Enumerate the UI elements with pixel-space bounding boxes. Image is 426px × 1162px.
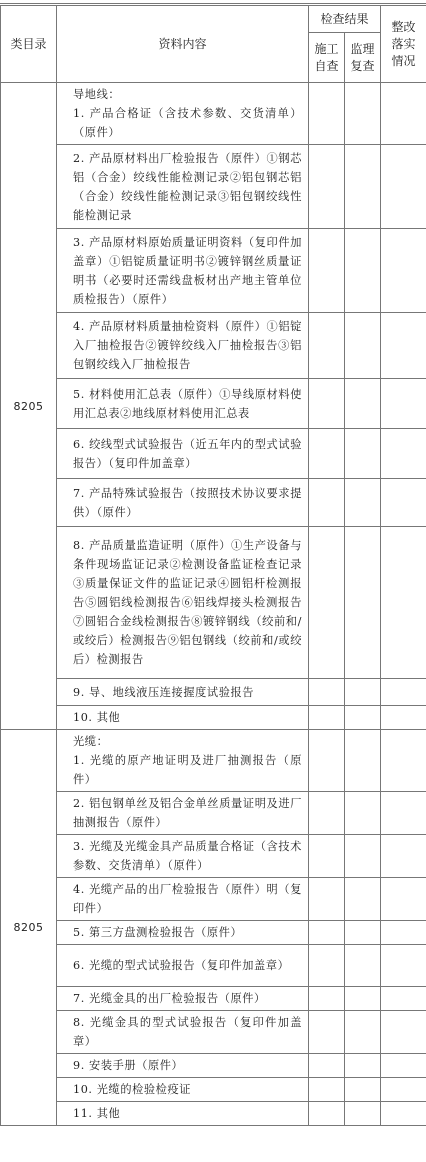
header-rectification: 整改落实情况 [381,6,426,83]
rectification-cell[interactable] [381,479,426,527]
item-content [57,1011,309,1054]
self-check-cell[interactable] [309,987,345,1011]
supervisor-check-cell[interactable] [345,706,381,730]
table-row [1,1102,426,1126]
item-text: 8. 光缆金具的型式试验报告（复印件加盖章） [73,1016,302,1048]
top-rule [0,3,426,4]
table-row [1,145,426,229]
rectification-cell[interactable] [381,527,426,679]
item-text: 4. 光缆产品的出厂检验报告（原件）明（复印件） [73,883,302,915]
item-text: 3. 产品原材料原始质量证明资料（复印件加盖章）①铝锭质量证明书②镀锌钢丝质量证明书（必要时还需线盘板材出产地主管单位质检报告）（原件） [73,235,302,306]
item-content [57,229,309,313]
item-content [57,1078,309,1102]
item-content [57,145,309,229]
table-row [1,83,426,145]
rectification-cell[interactable] [381,987,426,1011]
item-text: 2. 产品原材料出厂检验报告（原件）①钢芯铝（合金）绞线性能检测记录②铝包钢芯铝（合金）绞线性能检测记录③铝包钢绞线性能检测记录 [73,151,302,222]
item-content [57,945,309,987]
item-text: 11. 其他 [73,1107,121,1120]
table-row [1,730,426,792]
table-row [1,945,426,987]
supervisor-check-cell[interactable] [345,921,381,945]
self-check-cell[interactable] [309,921,345,945]
table-row [1,792,426,835]
item-content [57,730,309,792]
rectification-cell[interactable] [381,878,426,921]
item-text: 5. 材料使用汇总表（原件）①导线原材料使用汇总表②地线原材料使用汇总表 [73,387,302,420]
item-text: 7. 产品特殊试验报告（按照技术协议要求提供）（原件） [73,486,302,519]
rectification-cell[interactable] [381,679,426,706]
group-title: 导地线： [73,88,121,101]
item-content [57,1054,309,1078]
table-row [1,313,426,379]
rectification-cell[interactable] [381,835,426,878]
item-text: 6. 光缆的型式试验报告（复印件加盖章） [73,959,290,972]
self-check-cell[interactable] [309,835,345,878]
table-row [1,229,426,313]
supervisor-check-cell[interactable] [345,479,381,527]
rectification-cell[interactable] [381,1102,426,1126]
item-text: 3. 光缆及光缆金具产品质量合格证（含技术参数、交货清单）（原件） [73,840,302,872]
supervisor-check-cell[interactable] [345,835,381,878]
table-row [1,1054,426,1078]
rectification-cell[interactable] [381,145,426,229]
table-row [1,479,426,527]
item-content [57,706,309,730]
self-check-cell[interactable] [309,792,345,835]
self-check-cell[interactable] [309,379,345,429]
item-content [57,1102,309,1126]
item-content [57,429,309,479]
supervisor-check-cell[interactable] [345,1102,381,1126]
self-check-cell[interactable] [309,878,345,921]
item-text: 9. 安装手册（原件） [73,1059,184,1072]
self-check-cell[interactable] [309,945,345,987]
item-content [57,792,309,835]
item-text: 5. 第三方盘测检验报告（原件） [73,926,243,939]
supervisor-check-cell[interactable] [345,987,381,1011]
rectification-cell[interactable] [381,313,426,379]
header-self-check: 施工自查 [309,33,345,83]
item-content [57,987,309,1011]
supervisor-check-cell[interactable] [345,229,381,313]
self-check-cell[interactable] [309,145,345,229]
rectification-cell[interactable] [381,1054,426,1078]
table-row [1,527,426,679]
rectification-cell[interactable] [381,792,426,835]
self-check-cell[interactable] [309,706,345,730]
item-content [57,313,309,379]
table-row [1,921,426,945]
checklist-table [0,5,426,1126]
supervisor-check-cell[interactable] [345,145,381,229]
item-text: 4. 产品原材料质量抽检资料（原件）①铝锭入厂抽检报告②镀锌绞线入厂抽检报告③铝包钢绞线入厂抽检报告 [73,320,302,371]
self-check-cell[interactable] [309,229,345,313]
group-title: 光缆： [73,735,109,748]
header-content: 资料内容 [57,6,309,83]
supervisor-check-cell[interactable] [345,878,381,921]
self-check-cell[interactable] [309,1078,345,1102]
item-content [57,83,309,145]
table-body [1,83,426,1126]
rectification-cell[interactable] [381,730,426,792]
header-category: 类目录 [1,6,57,83]
table-row [1,1078,426,1102]
self-check-cell[interactable] [309,1102,345,1126]
table-row [1,429,426,479]
supervisor-check-cell[interactable] [345,792,381,835]
rectification-cell[interactable] [381,1078,426,1102]
table-row [1,835,426,878]
item-content [57,835,309,878]
rectification-cell[interactable] [381,1011,426,1054]
self-check-cell[interactable] [309,313,345,379]
table-row [1,706,426,730]
rectification-cell[interactable] [381,83,426,145]
rectification-cell[interactable] [381,921,426,945]
self-check-cell[interactable] [309,679,345,706]
supervisor-check-cell[interactable] [345,429,381,479]
supervisor-check-cell[interactable] [345,730,381,792]
table-row [1,987,426,1011]
category-code: 8205 [1,83,57,730]
self-check-cell[interactable] [309,429,345,479]
item-content [57,527,309,679]
item-content [57,479,309,527]
item-text: 10. 其他 [73,711,121,724]
supervisor-check-cell[interactable] [345,945,381,987]
self-check-cell[interactable] [309,730,345,792]
item-text: 10. 光缆的检验检疫证 [73,1083,192,1096]
table-row [1,679,426,706]
rectification-cell[interactable] [381,706,426,730]
supervisor-check-cell[interactable] [345,679,381,706]
supervisor-check-cell[interactable] [345,1078,381,1102]
item-content [57,679,309,706]
supervisor-check-cell[interactable] [345,379,381,429]
self-check-cell[interactable] [309,1054,345,1078]
item-text: 9. 导、地线液压连接握度试验报告 [73,685,255,699]
item-text: 8. 产品质量监造证明（原件）①生产设备与条件现场监证记录②检测设备监证检查记录③质量保证文件的监证记录④圆铝杆检测报告⑤圆铝线检测报告⑥铝线焊接头检测报告⑦圆铝合金线检测报告⑧镀锌钢线（绞前和/或绞后）检测报告⑨铝包钢线（绞前和/或绞后）检测报告 [73,539,302,666]
item-content [57,878,309,921]
header-check-result: 检查结果 [309,6,381,33]
table-row [1,379,426,429]
supervisor-check-cell[interactable] [345,1054,381,1078]
supervisor-check-cell[interactable] [345,83,381,145]
table-row [1,878,426,921]
item-text: 7. 光缆金具的出厂检验报告（原件） [73,992,266,1005]
supervisor-check-cell[interactable] [345,527,381,679]
supervisor-check-cell[interactable] [345,1011,381,1054]
self-check-cell[interactable] [309,1011,345,1054]
rectification-cell[interactable] [381,379,426,429]
self-check-cell[interactable] [309,479,345,527]
table-row [1,1011,426,1054]
self-check-cell[interactable] [309,527,345,679]
item-content [57,379,309,429]
item-text: 2. 铝包钢单丝及铝合金单丝质量证明及进厂抽测报告（原件） [73,797,302,829]
supervisor-check-cell[interactable] [345,313,381,379]
item-text: 1. 光缆的原产地证明及进厂抽测报告（原件） [73,754,302,786]
category-code: 8205 [1,730,57,1126]
item-text: 1. 产品合格证（含技术参数、交货清单）（原件） [73,107,302,139]
header-supervisor-check: 监理复查 [345,33,381,83]
self-check-cell[interactable] [309,83,345,145]
item-content [57,921,309,945]
rectification-cell[interactable] [381,945,426,987]
item-text: 6. 绞线型式试验报告（近五年内的型式试验报告）（复印件加盖章） [73,437,302,470]
rectification-cell[interactable] [381,429,426,479]
rectification-cell[interactable] [381,229,426,313]
